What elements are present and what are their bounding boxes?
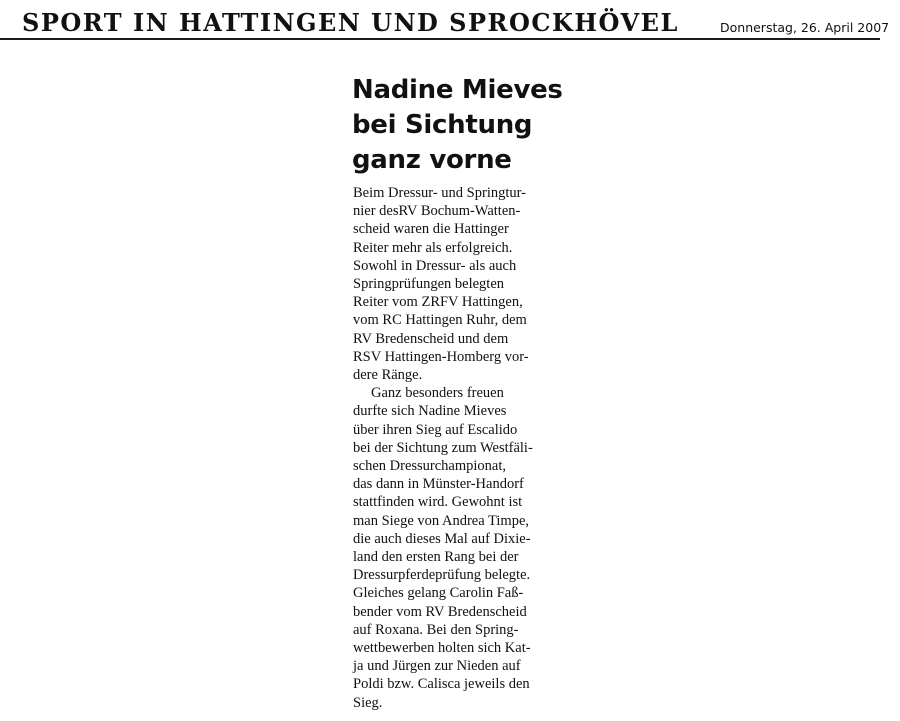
article-paragraph-2 [353,384,563,712]
masthead-divider [0,38,880,40]
text-line: nier desRV Bochum-Watten- [353,203,521,220]
text-line: bender vom RV Bredenscheid [353,603,527,620]
text-line: scheid waren die Hattinger [353,221,509,238]
text-line: Dressurpferdeprüfung belegte. [353,567,531,584]
text-line: ja und Jürgen zur Nieden auf [353,658,521,675]
publication-date: Donnerstag, 26. April 2007 [720,20,890,35]
text-line: durfte sich Nadine Mieves [353,403,507,420]
section-masthead: SPORT IN HATTINGEN UND SPROCKHÖVEL [22,8,679,37]
text-line: vom RC Hattingen Ruhr, dem [353,312,527,329]
text-line: man Siege von Andrea Timpe, [353,512,530,529]
text-line: über ihren Sieg auf Escalido [353,421,518,438]
article-headline [352,73,563,178]
headline-line: bei Sichtung [352,110,533,140]
text-line: Poldi bzw. Calisca jeweils den [353,676,530,693]
text-line: RV Bredenscheid und dem [353,330,509,347]
text-line: bei der Sichtung zum Westfäli- [353,439,533,456]
text-line: Springprüfungen belegten [353,276,505,293]
text-line: Reiter mehr als erfolgreich. [353,239,513,256]
text-line: Sowohl in Dressur- als auch [353,257,517,274]
text-line: RSV Hattingen-Homberg vor- [353,348,529,365]
text-line: wettbewerben holten sich Kat- [353,640,531,657]
text-line: schen Dressurchampionat, [353,458,507,475]
text-line: das dann in Münster-Handorf [353,476,524,493]
text-line: Reiter vom ZRFV Hattingen, [353,294,523,311]
text-line: die auch dieses Mal auf Dixie- [353,530,531,547]
headline-line: ganz vorne [352,145,512,175]
text-line: stattfinden wird. Gewohnt ist [353,494,523,511]
headline-line: Nadine Mieves [352,75,563,105]
text-line: Ganz besonders freuen [371,385,504,402]
article-body [353,184,563,712]
article-paragraph-1 [353,184,563,384]
text-line: auf Roxana. Bei den Spring- [353,621,519,638]
text-line: Sieg. [353,694,383,711]
text-line: land den ersten Rang bei der [353,549,519,566]
text-line: dere Ränge. [353,367,423,384]
text-line: Beim Dressur- und Springtur- [353,185,526,201]
text-line: Gleiches gelang Carolin Faß- [353,585,524,602]
